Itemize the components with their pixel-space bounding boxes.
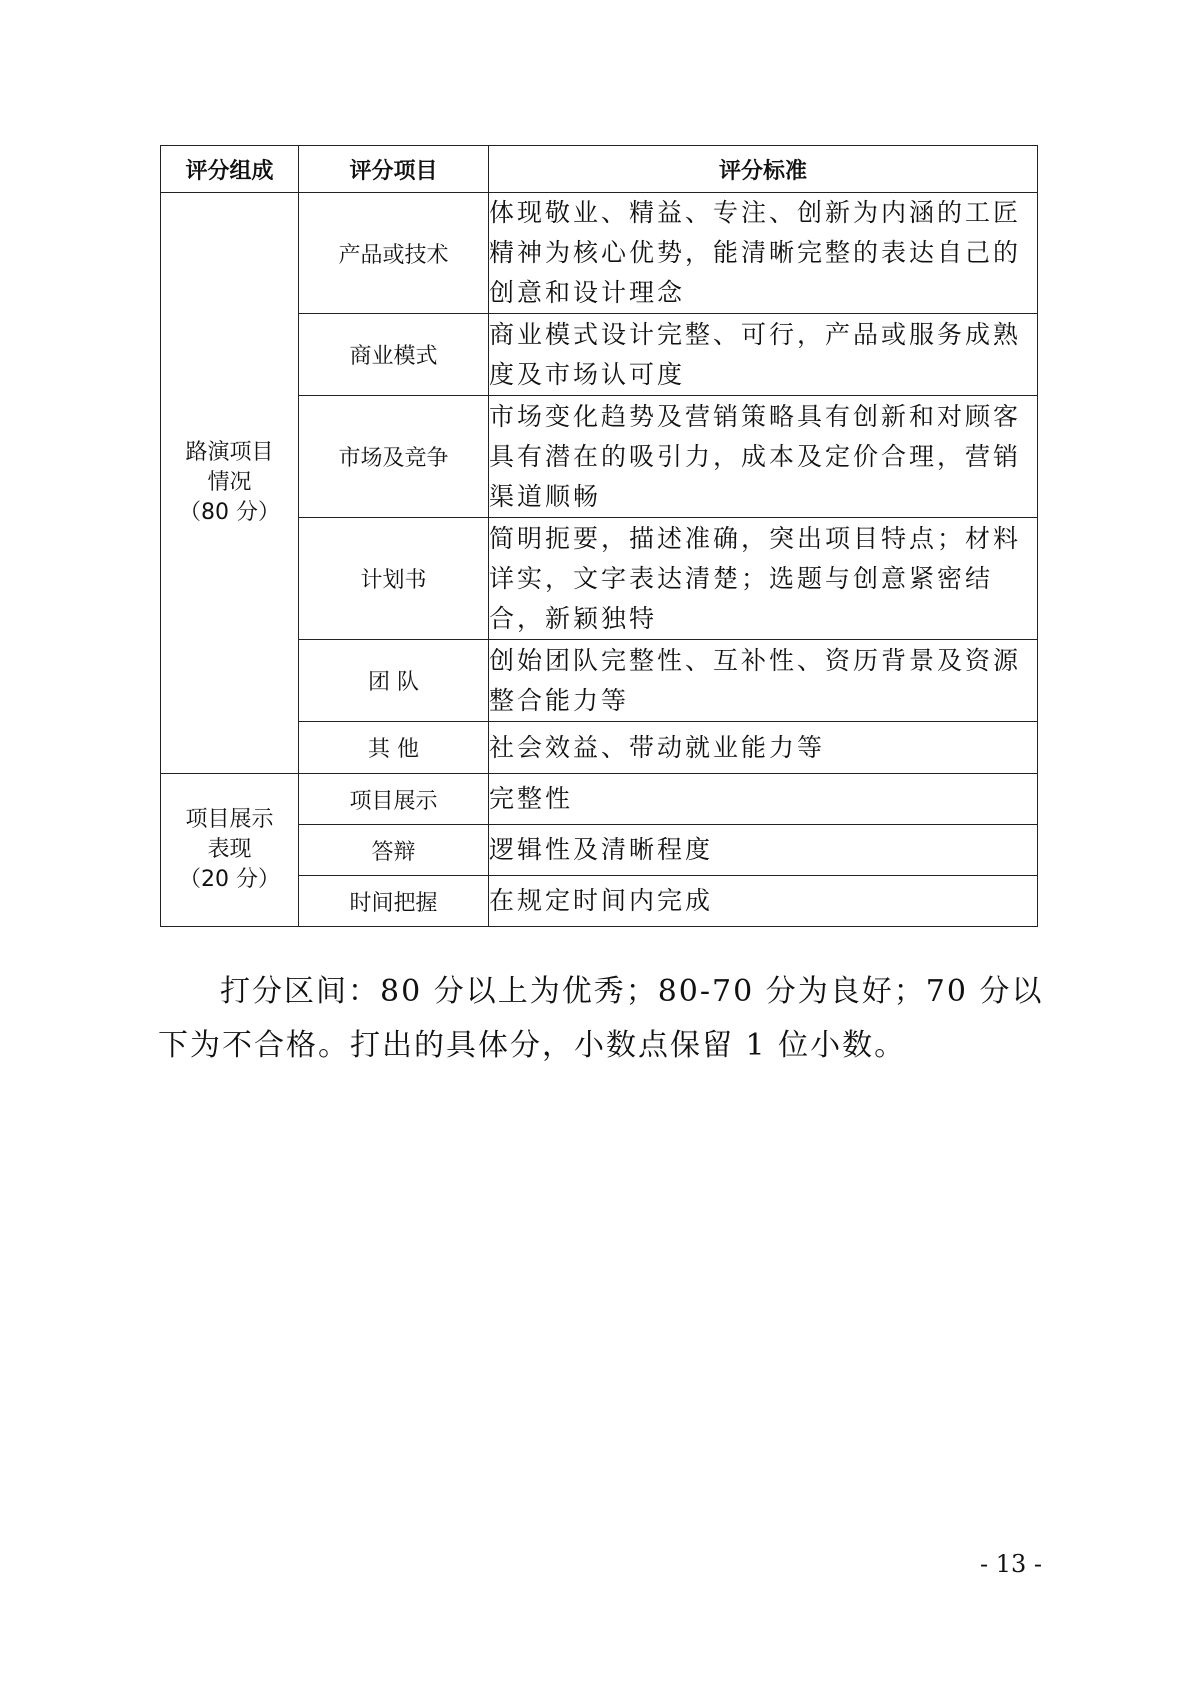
criteria-cell: 简明扼要，描述准确，突出项目特点；材料详实，文字表达清楚；选题与创意紧密结合，新颖独特 xyxy=(489,518,1038,640)
item-cell: 时间把握 xyxy=(299,876,489,927)
item-cell: 市场及竞争 xyxy=(299,396,489,518)
group-name-line: 情况 xyxy=(207,470,252,495)
header-cell: 评分组成 xyxy=(161,146,299,193)
criteria-cell: 创始团队完整性、互补性、资历背景及资源整合能力等 xyxy=(489,640,1038,722)
item-cell: 计划书 xyxy=(299,518,489,640)
header-cell: 评分标准 xyxy=(489,146,1038,193)
group-name-line: （80 分） xyxy=(179,500,280,525)
group-cell xyxy=(161,774,299,927)
criteria-cell: 逻辑性及清晰程度 xyxy=(489,825,1038,876)
item-cell: 商业模式 xyxy=(299,314,489,396)
criteria-cell: 完整性 xyxy=(489,774,1038,825)
item-cell: 产品或技术 xyxy=(299,193,489,314)
criteria-cell: 在规定时间内完成 xyxy=(489,876,1038,927)
item-cell: 答辩 xyxy=(299,825,489,876)
criteria-cell: 商业模式设计完整、可行，产品或服务成熟度及市场认可度 xyxy=(489,314,1038,396)
group-name-line: （20 分） xyxy=(179,867,280,892)
item-cell: 团 队 xyxy=(299,640,489,722)
item-cell: 项目展示 xyxy=(299,774,489,825)
criteria-cell: 体现敬业、精益、专注、创新为内涵的工匠精神为核心优势，能清晰完整的表达自己的创意和设计理念 xyxy=(489,193,1038,314)
scoring-table xyxy=(160,145,1038,927)
page-number: - 13 - xyxy=(979,1550,1042,1578)
header-cell: 评分项目 xyxy=(299,146,489,193)
group-cell xyxy=(161,193,299,774)
criteria-cell: 社会效益、带动就业能力等 xyxy=(489,722,1038,774)
criteria-cell: 市场变化趋势及营销策略具有创新和对顾客具有潜在的吸引力，成本及定价合理，营销渠道顺畅 xyxy=(489,396,1038,518)
group-name-line: 项目展示 xyxy=(185,807,274,832)
table-header-row xyxy=(161,146,1038,193)
table-row xyxy=(161,774,1038,825)
group-name-line: 表现 xyxy=(207,837,252,862)
group-name-line: 路演项目 xyxy=(185,440,274,465)
table-row xyxy=(161,193,1038,314)
item-cell: 其 他 xyxy=(299,722,489,774)
scoring-footnote: 打分区间：80 分以上为优秀；80-70 分为良好；70 分以下为不合格。打出的具体分，小数点保留 1 位小数。 xyxy=(158,974,1044,1063)
